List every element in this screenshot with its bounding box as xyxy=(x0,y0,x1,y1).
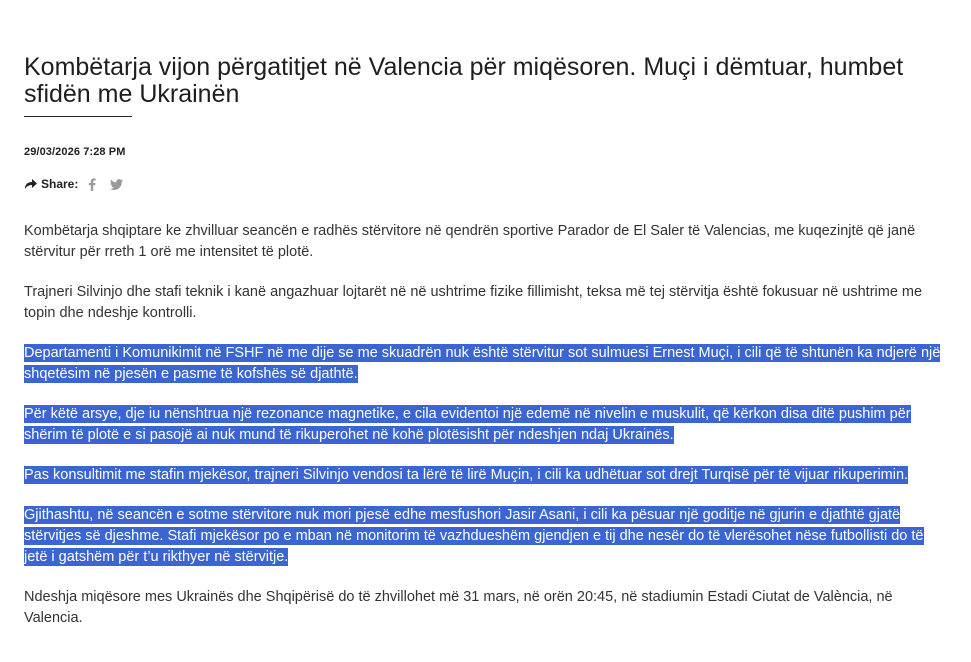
article-paragraph xyxy=(24,282,949,324)
article-paragraph xyxy=(24,221,949,263)
article-paragraph xyxy=(24,404,949,446)
article-body xyxy=(24,221,949,648)
paragraph-text: Trajneri Silvinjo dhe stafi teknik i kanë angazhuar lojtarët në në ushtrime fizike fillimisht, teksa më tej stërvitja është fokusuar në ushtrime me topin dhe ndeshje kontrolli. xyxy=(24,284,923,321)
article-date: 29/03/2026 7:28 PM xyxy=(24,146,126,158)
article-paragraph xyxy=(24,587,949,629)
article-paragraph xyxy=(24,505,949,568)
selected-paragraph-text: Gjithashtu, në seancën e sotme stërvitore nuk mori pjesë edhe mesfushori Jasir Asani, i cili ka pësuar një goditje në gjurin e djathtë gjatë stërvitjes së djeshme. Stafi mjekësor po e mban në monitorim të vazhdueshëm gjendjen e tij dhe nesër do të vlerësohet nëse futbollisti do të jetë i gatshëm për t’u rikthyer në stërvitje. xyxy=(24,507,924,565)
article-title: Kombëtarja vijon përgatitjet në Valencia për miqësoren. Muçi i dëmtuar, humbet sfidën me Ukrainën xyxy=(24,53,904,108)
title-underline xyxy=(24,116,132,117)
twitter-icon[interactable] xyxy=(110,179,123,190)
selected-paragraph-text: Pas konsultimit me stafin mjekësor, trajneri Silvinjo vendosi ta lërë të lirë Muçin, i cili ka udhëtuar sot drejt Turqisë për të vijuar rikuperimin. xyxy=(24,467,909,483)
share-label: Share: xyxy=(41,177,79,191)
selected-paragraph-text: Departamenti i Komunikimit në FSHF në me dije se me skuadrën nuk është stërvitur sot sulmuesi Ernest Muçi, i cili që të shtunën ka ndjerë një shqetësim në pjesën e pasme të kofshës së djathtë. xyxy=(24,345,941,382)
article-paragraph xyxy=(24,343,949,385)
paragraph-text: Ndeshja miqësore mes Ukrainës dhe Shqipërisë do të zhvillohet më 31 mars, në orën 20:45, në stadiumin Estadi Ciutat de València, në Valencia. xyxy=(24,589,893,626)
share-arrow-icon xyxy=(24,177,38,191)
paragraph-text: Kombëtarja shqiptare ke zhvilluar seancën e radhës stërvitore në qendrën sportive Parador de El Saler të Valencias, me kuqezinjtë që janë stërvitur për rreth 1 orë me intensitet të plotë. xyxy=(24,223,916,260)
article-paragraph xyxy=(24,465,949,486)
facebook-icon[interactable] xyxy=(88,178,96,191)
selected-paragraph-text: Për këtë arsye, dje iu nënshtrua një rezonance magnetike, e cila evidentoi një edemë në nivelin e muskulit, që kërkon disa ditë pushim për shërim të plotë e si pasojë ai nuk mund të rikuperohet në kohë plotësisht për ndeshjen ndaj Ukrainës. xyxy=(24,406,911,443)
share-bar xyxy=(24,176,137,192)
